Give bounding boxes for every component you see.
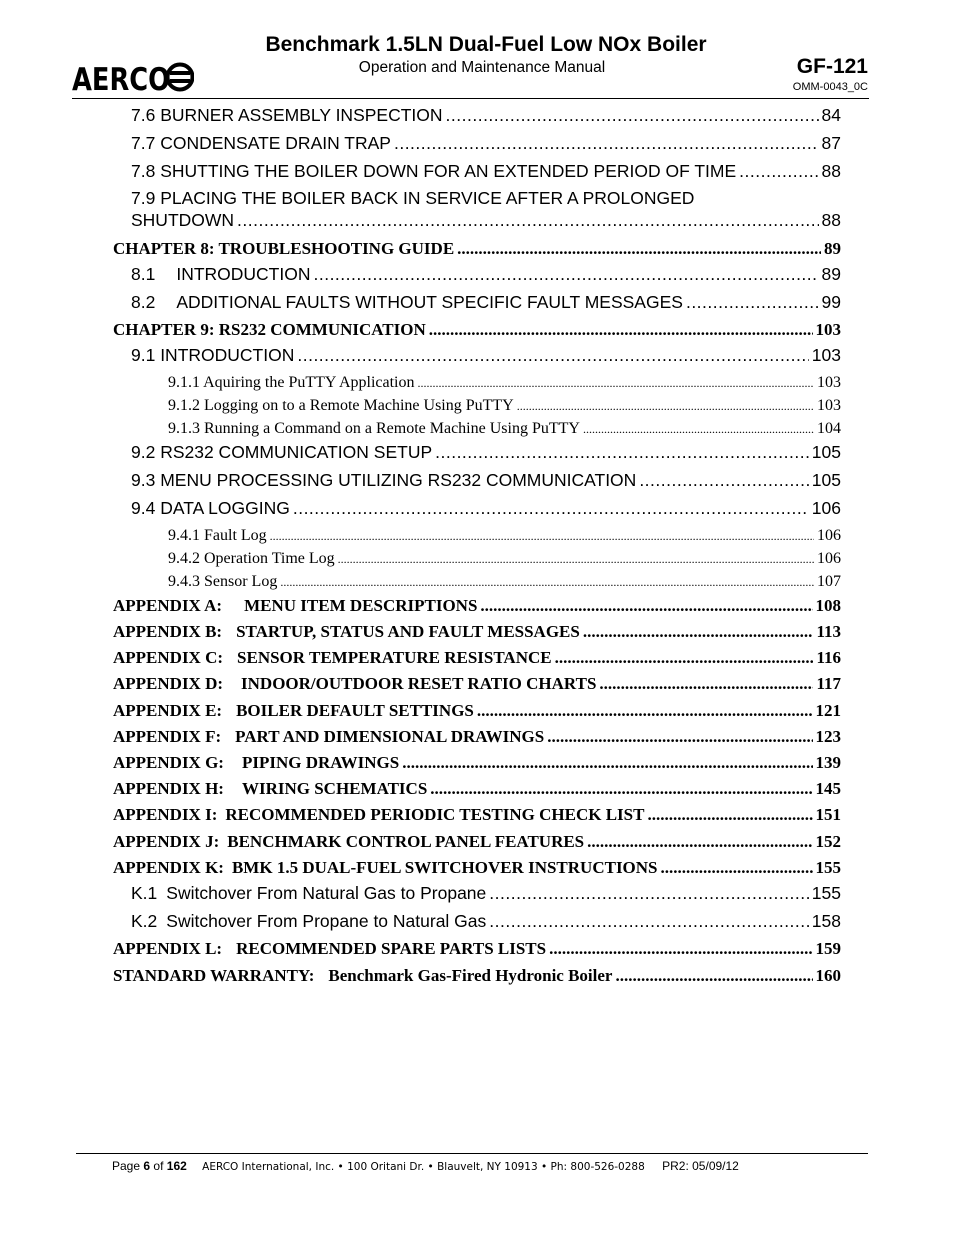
document-code: OMM-0043_0C xyxy=(792,81,868,93)
toc-entry-9-1[interactable]: 9.1 INTRODUCTION ..... 103 xyxy=(131,345,841,366)
revision-date: PR2: 05/09/12 xyxy=(662,1159,739,1173)
page-footer xyxy=(112,1159,739,1173)
toc-appendix-l[interactable]: APPENDIX L: RECOMMENDED SPARE PARTS LISTS ..... 159 xyxy=(113,939,841,959)
toc-entry-9-2[interactable]: 9.2 RS232 COMMUNICATION SETUP ..... 105 xyxy=(131,442,841,463)
toc-appendix-c[interactable]: APPENDIX C: SENSOR TEMPERATURE RESISTANCE ..... 116 xyxy=(113,648,841,668)
toc-entry-k-1[interactable]: K.1 Switchover From Natural Gas to Propane ..... 155 xyxy=(131,883,841,904)
toc-entry-9-3[interactable]: 9.3 MENU PROCESSING UTILIZING RS232 COMMUNICATION ..... 105 xyxy=(131,470,841,491)
toc-entry-7-8[interactable]: 7.8 SHUTTING THE BOILER DOWN FOR AN EXTENDED PERIOD OF TIME ..... 88 xyxy=(131,161,841,182)
page-prefix: Page xyxy=(112,1159,141,1173)
toc-entry-7-7[interactable]: 7.7 CONDENSATE DRAIN TRAP ..... 87 xyxy=(131,133,841,154)
toc-appendix-e[interactable]: APPENDIX E: BOILER DEFAULT SETTINGS ..... 121 xyxy=(113,701,841,721)
page-of: of xyxy=(153,1159,164,1173)
toc-appendix-a[interactable]: APPENDIX A: MENU ITEM DESCRIPTIONS ..... 108 xyxy=(113,596,841,616)
footer-rule xyxy=(76,1153,868,1154)
page-header xyxy=(0,0,954,110)
toc-appendix-h[interactable]: APPENDIX H: WIRING SCHEMATICS ..... 145 xyxy=(113,779,841,799)
toc-entry-7-6[interactable]: 7.6 BURNER ASSEMBLY INSPECTION ..... 84 xyxy=(131,105,841,126)
toc-chapter-9[interactable]: CHAPTER 9: RS232 COMMUNICATION ..... 103 xyxy=(113,320,841,340)
toc-entry-9-1-2[interactable]: 9.1.2 Logging on to a Remote Machine Using PuTTY ..... 103 xyxy=(168,397,841,415)
toc-entry-k-2[interactable]: K.2 Switchover From Propane to Natural Gas ..... 158 xyxy=(131,911,841,932)
toc-standard-warranty[interactable]: STANDARD WARRANTY: Benchmark Gas-Fired Hydronic Boiler ..... 160 xyxy=(113,966,841,986)
document-id: GF-121 xyxy=(796,55,868,78)
header-rule xyxy=(72,98,869,99)
toc-appendix-j[interactable]: APPENDIX J: BENCHMARK CONTROL PANEL FEATURES ..... 152 xyxy=(113,832,841,852)
toc-appendix-g[interactable]: APPENDIX G: PIPING DRAWINGS ..... 139 xyxy=(113,753,841,773)
page-number: 6 xyxy=(143,1159,151,1173)
toc-entry-8-1[interactable]: 8.1 INTRODUCTION ..... 89 xyxy=(131,264,841,285)
toc-entry-9-4-2[interactable]: 9.4.2 Operation Time Log ..... 106 xyxy=(168,550,841,568)
document-subtitle: Operation and Maintenance Manual xyxy=(358,59,606,76)
toc-entry-8-2[interactable]: 8.2 ADDITIONAL FAULTS WITHOUT SPECIFIC FAULT MESSAGES ..... 99 xyxy=(131,292,841,313)
aerco-logo-text: AERCO xyxy=(72,62,170,94)
toc-entry-9-1-1[interactable]: 9.1.1 Aquiring the PuTTY Application ..... 103 xyxy=(168,374,841,392)
toc-appendix-f[interactable]: APPENDIX F: PART AND DIMENSIONAL DRAWINGS ..... 123 xyxy=(113,727,841,747)
toc-chapter-8[interactable]: CHAPTER 8: TROUBLESHOOTING GUIDE ..... 89 xyxy=(113,239,841,259)
aerco-logo xyxy=(72,60,194,94)
toc-appendix-i[interactable]: APPENDIX I: RECOMMENDED PERIODIC TESTING CHECK LIST ..... 151 xyxy=(113,805,841,825)
toc-appendix-b[interactable]: APPENDIX B: STARTUP, STATUS AND FAULT MESSAGES ..... 113 xyxy=(113,622,841,642)
toc-appendix-d[interactable]: APPENDIX D: INDOOR/OUTDOOR RESET RATIO CHARTS ..... 117 xyxy=(113,674,841,694)
toc-entry-9-1-3[interactable]: 9.1.3 Running a Command on a Remote Machine Using PuTTY ..... 104 xyxy=(168,420,841,438)
toc-entry-7-9[interactable]: SHUTDOWN ..... 88 xyxy=(131,210,841,231)
document-title: Benchmark 1.5LN Dual-Fuel Low NOx Boiler xyxy=(265,33,707,56)
toc-entry-9-4-1[interactable]: 9.4.1 Fault Log ..... 106 xyxy=(168,527,841,545)
toc-entry-9-4-3[interactable]: 9.4.3 Sensor Log ..... 107 xyxy=(168,573,841,591)
page-total: 162 xyxy=(166,1159,187,1173)
company-address: AERCO International, Inc. • 100 Oritani Dr. • Blauvelt, NY 10913 • Ph: 800-526-0288 xyxy=(202,1161,645,1173)
toc-entry-7-9-line1[interactable]: 7.9 PLACING THE BOILER BACK IN SERVICE AFTER A PROLONGED xyxy=(131,188,695,208)
toc-appendix-k[interactable]: APPENDIX K: BMK 1.5 DUAL-FUEL SWITCHOVER INSTRUCTIONS ..... 155 xyxy=(113,858,841,878)
toc-entry-9-4[interactable]: 9.4 DATA LOGGING ..... 106 xyxy=(131,498,841,519)
